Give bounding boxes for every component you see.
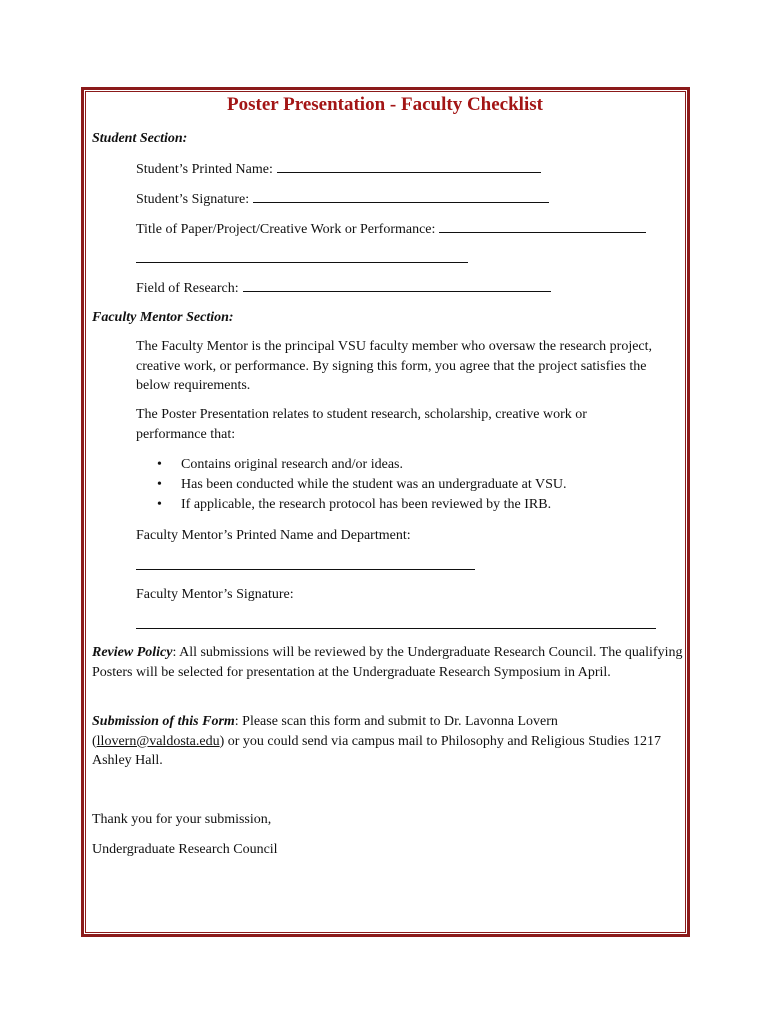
review-policy-label: Review Policy (92, 645, 173, 660)
student-signature-field[interactable] (253, 189, 549, 203)
student-signature-row (136, 189, 549, 209)
list-item: • If applicable, the research protocol has been reviewed by the IRB. (155, 495, 567, 515)
faculty-mentor-intro: The Faculty Mentor is the principal VSU faculty member who oversaw the research project, creative work, or performance. By signing this form, you agree that the project satisfies the below requirements. (136, 339, 653, 393)
title-of-work-continuation-row (136, 249, 468, 269)
mentor-signature-field[interactable] (136, 615, 656, 629)
field-of-research-row (136, 278, 551, 298)
requirements-list (155, 455, 567, 515)
student-printed-name-label: Student’s Printed Name: (136, 162, 273, 177)
faculty-section-heading: Faculty Mentor Section: (92, 310, 234, 325)
bullet-icon: • (157, 477, 162, 492)
title-of-work-field-line-2[interactable] (136, 249, 468, 263)
mentor-name-label: Faculty Mentor’s Printed Name and Department: (136, 528, 411, 543)
mentor-name-row (136, 556, 475, 576)
student-section-heading: Student Section: (92, 131, 188, 146)
poster-relates-text: The Poster Presentation relates to student research, scholarship, creative work or performance that: (136, 407, 587, 442)
submission-label: Submission of this Form (92, 714, 235, 729)
submission-instructions: Submission of this Form: Please scan this form and submit to Dr. Lavonna Lovern (llovern@valdosta.edu) or you could send via campus mail to Philosophy and Religious Studies 1217 Ashley Hall. (92, 714, 661, 768)
page-title: Poster Presentation - Faculty Checklist (227, 94, 543, 115)
signoff-text: Undergraduate Research Council (92, 842, 278, 857)
email-link[interactable]: llovern@valdosta.edu (96, 733, 220, 749)
mentor-signature-row (136, 615, 656, 635)
bullet-icon: • (157, 497, 162, 512)
review-policy-text: : All submissions will be reviewed by the Undergraduate Research Council. The qualifying Posters will be selected for presentation at the Undergraduate Research Symposium in April. (92, 645, 683, 680)
title-of-work-row (136, 219, 646, 239)
student-printed-name-row (136, 159, 541, 179)
student-signature-label: Student’s Signature: (136, 192, 250, 207)
title-of-work-label: Title of Paper/Project/Creative Work or Performance: (136, 222, 436, 237)
field-of-research-label: Field of Research: (136, 281, 239, 296)
title-of-work-field[interactable] (439, 219, 646, 233)
field-of-research-field[interactable] (243, 278, 551, 292)
thank-you-text: Thank you for your submission, (92, 812, 272, 827)
list-item: • Contains original research and/or ideas. (155, 455, 567, 475)
review-policy (92, 643, 686, 682)
student-printed-name-field[interactable] (277, 159, 541, 173)
mentor-signature-label: Faculty Mentor’s Signature: (136, 587, 294, 602)
list-item: • Has been conducted while the student was an undergraduate at VSU. (155, 475, 567, 495)
mentor-name-field[interactable] (136, 556, 475, 570)
bullet-icon: • (157, 457, 162, 472)
